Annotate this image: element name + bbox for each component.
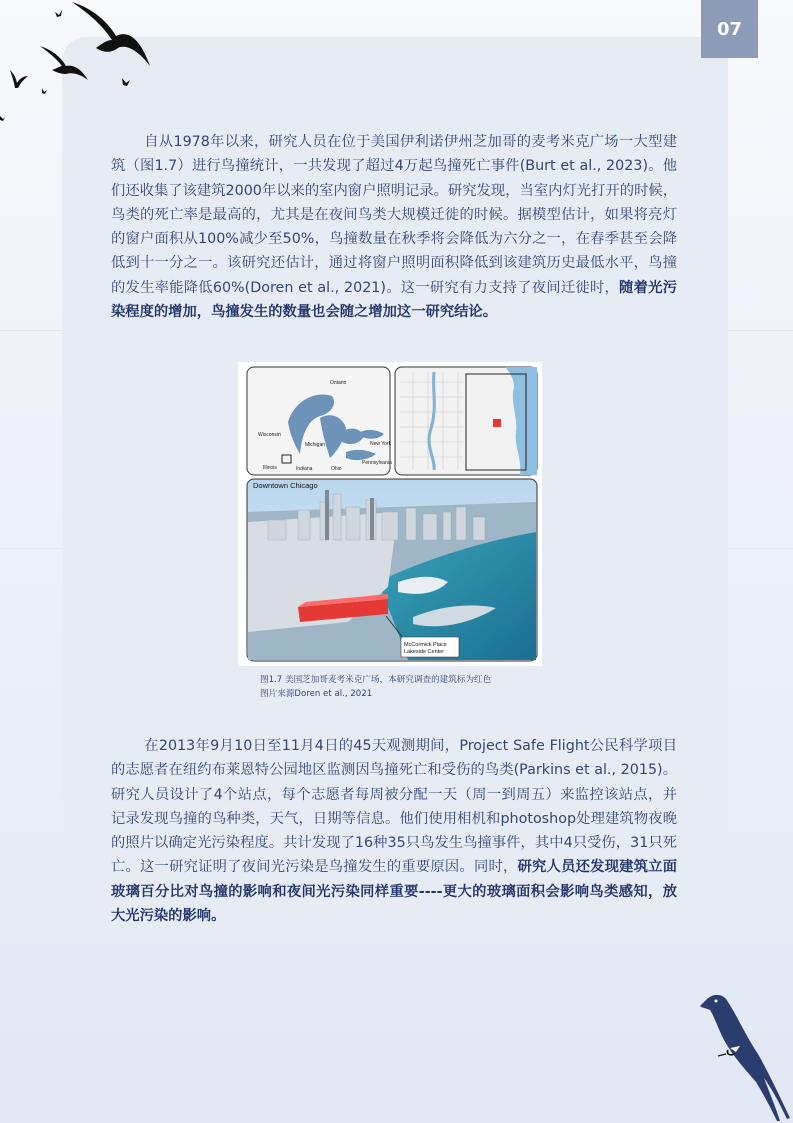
map-label-ohio: Ohio	[331, 466, 342, 472]
bird-icon	[122, 78, 130, 86]
figure-mccormick-place	[238, 362, 542, 666]
swallow-bird-illustration	[696, 988, 793, 1123]
great-lakes-map	[247, 367, 390, 475]
paragraph-2: 在2013年9月10日至11月4日的45天观测期间，Project Safe Flight公民科学项目的志愿者在纽约布莱恩特公园地区监测因鸟撞死亡和受伤的鸟类(Parkins et al., 2015)。研究人员设计了4个站点，每个志愿者每周被分配一天（周一到周五）来监控该站点，并记录发现鸟撞的鸟种类，天气，日期等信息。他们使用相机和photoshop处理建筑物夜晚的照片以确定光污染程度。共计发现了16种35只鸟发生鸟撞事件，其中4只受伤，31只死亡。这一研究证明了夜间光污染是鸟撞发生的重要原因。同时，研究人员还发现建筑立面玻璃百分比对鸟撞的影响和夜间光污染同样重要----更大的玻璃面积会影响鸟类感知，放大光污染的影响。	[111, 738, 677, 925]
callout-line-2: Lakeside Center	[404, 649, 445, 655]
map-label-new-york: New York	[370, 441, 392, 447]
caption-line-2: 图片来源Doren et al., 2021	[260, 689, 373, 699]
figure-image	[238, 362, 542, 666]
figure-caption	[260, 673, 560, 701]
paragraph-1-bold: 随着光污染程度的增加，鸟撞发生的数量也会随之增加这一研究结论。	[111, 279, 677, 321]
map-label-ontario: Ontario	[330, 380, 347, 386]
aerial-title: Downtown Chicago	[253, 481, 318, 490]
page-number-badge	[701, 0, 758, 58]
map-label-wisconsin: Wisconsin	[258, 432, 281, 438]
bird-icon	[10, 70, 28, 88]
map-label-illinois: Illinois	[263, 465, 277, 471]
downtown-chicago-aerial	[247, 479, 537, 661]
bird-icon	[0, 116, 5, 121]
caption-line-1: 图1.7 美国芝加哥麦考米克广场，本研究调查的建筑标为红色	[260, 675, 492, 685]
map-label-pennsylvania: Pennsylvania	[362, 460, 392, 466]
paragraph-2-bold: 研究人员还发现建筑立面玻璃百分比对鸟撞的影响和夜间光污染同样重要----更大的玻璃面积会影响鸟类感知，放大光污染的影响。	[111, 859, 677, 925]
map-label-indiana: Indiana	[296, 466, 313, 472]
page-number: 07	[716, 18, 743, 40]
map-label-michigan: Michigan	[305, 442, 326, 448]
bird-icon	[42, 88, 47, 94]
callout-line-1: McCormick Place	[404, 642, 447, 648]
bird-icon	[72, 2, 150, 66]
bird-icon	[40, 46, 88, 80]
paragraph-1: 自从1978年以来，研究人员在位于美国伊利诺伊州芝加哥的麦考米克广场一大型建筑（图1.7）进行鸟撞统计，一共发现了超过4万起鸟撞死亡事件(Burt et al., 2023)。他们还收集了该建筑2000年以来的室内窗户照明记录。研究发现，当室内灯光打开的时候，鸟类的死亡率是最高的，尤其是在夜间鸟类大规模迁徙的时候。据模型估计，如果将亮灯的窗户面积从100%减少至50%，鸟撞数量在秋季将会降低为六分之一，在春季甚至会降低到十一分之一。该研究还估计，通过将窗户照明面积降低到该建筑历史最低水平，鸟撞的发生率能降低60%(Doren et al., 2021)。这一研究有力支持了夜间迁徙时，随着光污染程度的增加，鸟撞发生的数量也会随之增加这一研究结论。	[111, 134, 677, 321]
chicago-street-map	[395, 367, 537, 475]
bird-icon	[55, 10, 62, 17]
flying-birds-decoration	[0, 0, 170, 130]
